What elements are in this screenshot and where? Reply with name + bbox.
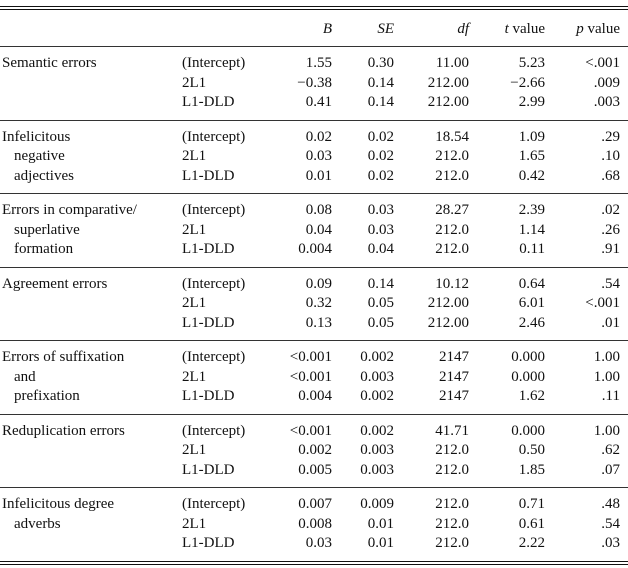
predictor-cell: (Intercept): [182, 128, 246, 145]
measure-label: [0, 120, 180, 147]
df-cell: 10.12: [435, 275, 469, 292]
predictor-cell: 2L1: [182, 515, 207, 532]
predictor-cell: (Intercept): [182, 422, 246, 439]
p-value-cell: .68: [601, 167, 620, 184]
table-row: [0, 314, 628, 341]
table-row: [0, 240, 628, 267]
header-measure: [0, 12, 180, 47]
df-cell: 212.0: [435, 496, 469, 512]
table-row: [0, 414, 628, 441]
header-t-value: t value: [504, 21, 545, 37]
t-value-cell: 1.14: [518, 221, 545, 238]
measure-group: [0, 194, 628, 268]
p-value-cell: 1.00: [593, 422, 620, 439]
b-cell: 0.005: [298, 461, 332, 478]
table-row: [0, 294, 628, 314]
t-value-cell: 2.39: [518, 202, 545, 218]
p-value-cell: .26: [601, 221, 620, 238]
measure-label-line: and: [14, 368, 36, 385]
top-rule-inner: [0, 9, 628, 10]
b-cell: <0.001: [289, 349, 332, 365]
df-cell: 212.00: [427, 295, 469, 311]
t-value-cell: 0.42: [518, 167, 545, 184]
table-row: [0, 221, 628, 241]
header-p-value: p value: [576, 21, 620, 37]
predictor-cell: (Intercept): [182, 275, 246, 292]
measure-label: [0, 267, 180, 294]
se-cell: 0.04: [367, 241, 394, 257]
se-cell: 0.002: [360, 422, 394, 439]
predictor-cell: (Intercept): [182, 496, 246, 512]
p-value-cell: .07: [601, 461, 620, 478]
table-row: [0, 267, 628, 294]
t-value-cell: 1.85: [518, 461, 545, 478]
b-cell: 0.08: [305, 202, 332, 218]
t-value-cell: 2.99: [518, 94, 545, 110]
measure-label: [0, 534, 180, 561]
t-value-cell: 5.23: [518, 55, 545, 71]
measure-label-line: superlative: [14, 221, 80, 238]
t-value-cell: 0.000: [511, 349, 545, 365]
df-cell: 2147: [439, 368, 469, 385]
df-cell: 212.0: [435, 241, 469, 257]
p-value-cell: .54: [601, 275, 620, 292]
se-cell: 0.05: [367, 314, 394, 331]
t-value-cell: 1.65: [518, 148, 545, 164]
p-value-cell: .62: [601, 442, 620, 458]
table-row: [0, 461, 628, 488]
t-value-cell: 0.000: [511, 422, 545, 439]
measure-label: [0, 314, 180, 341]
predictor-cell: L1-DLD: [182, 314, 235, 331]
predictor-cell: 2L1: [182, 74, 207, 91]
header-predictor: [180, 12, 280, 47]
b-cell: 0.007: [298, 496, 332, 512]
p-value-cell: .10: [601, 148, 620, 164]
measure-label: [0, 461, 180, 488]
se-cell: 0.03: [367, 221, 394, 238]
predictor-cell: 2L1: [182, 295, 207, 311]
table-row: [0, 147, 628, 167]
measure-group: [0, 47, 628, 121]
b-cell: <0.001: [289, 422, 332, 439]
table-row: [0, 368, 628, 388]
table-row: [0, 488, 628, 515]
b-cell: 0.004: [298, 388, 332, 404]
measure-label: [0, 221, 180, 241]
b-cell: 0.02: [305, 128, 332, 145]
measure-label: [0, 167, 180, 194]
p-value-cell: .91: [601, 241, 620, 257]
measure-label-line: negative: [14, 148, 65, 164]
measure-label: [0, 147, 180, 167]
p-value-cell: .54: [601, 515, 620, 532]
t-value-cell: 0.64: [518, 275, 545, 292]
t-value-cell: 1.09: [518, 128, 545, 145]
table-row: [0, 534, 628, 561]
se-cell: 0.009: [360, 496, 394, 512]
measure-label: [0, 341, 180, 368]
b-cell: 0.13: [305, 314, 332, 331]
b-cell: 1.55: [305, 55, 332, 71]
measure-label-line: prefixation: [14, 388, 80, 404]
df-cell: 212.0: [435, 167, 469, 184]
df-cell: 41.71: [435, 422, 469, 439]
predictor-cell: (Intercept): [182, 55, 246, 71]
b-cell: −0.38: [297, 74, 332, 91]
p-value-cell: .03: [601, 535, 620, 551]
p-value-cell: .01: [601, 314, 620, 331]
se-cell: 0.01: [367, 515, 394, 532]
t-value-cell: 1.62: [518, 388, 545, 404]
measure-group: [0, 267, 628, 341]
table-row: [0, 341, 628, 368]
df-cell: 18.54: [435, 128, 469, 145]
b-cell: 0.004: [298, 241, 332, 257]
predictor-cell: (Intercept): [182, 202, 246, 218]
se-cell: 0.003: [360, 461, 394, 478]
se-cell: 0.01: [367, 535, 394, 551]
measure-group: [0, 341, 628, 415]
p-value-cell: .11: [601, 388, 620, 404]
p-value-cell: <.001: [585, 55, 620, 71]
b-cell: 0.002: [298, 442, 332, 458]
measure-label: [0, 74, 180, 94]
predictor-cell: 2L1: [182, 442, 207, 458]
p-value-cell: .003: [593, 94, 620, 110]
measure-label-line: Agreement errors: [2, 275, 108, 292]
bottom-rule-outer: [0, 564, 628, 565]
se-cell: 0.05: [367, 295, 394, 311]
predictor-cell: L1-DLD: [182, 535, 235, 551]
se-cell: 0.14: [367, 74, 394, 91]
b-cell: 0.32: [305, 295, 332, 311]
b-cell: 0.09: [305, 275, 332, 292]
measure-label-line: adverbs: [14, 515, 61, 532]
t-value-cell: 0.71: [518, 496, 545, 512]
table-row: [0, 47, 628, 74]
b-cell: <0.001: [289, 368, 332, 385]
p-value-cell: .48: [601, 496, 620, 512]
b-cell: 0.03: [305, 535, 332, 551]
measure-label-line: Errors of suffixation: [2, 349, 125, 365]
df-cell: 2147: [439, 388, 469, 404]
bottom-rule-inner: [0, 561, 628, 562]
df-cell: 212.0: [435, 442, 469, 458]
table-row: [0, 515, 628, 535]
b-cell: 0.04: [305, 221, 332, 238]
measure-label: [0, 294, 180, 314]
se-cell: 0.003: [360, 442, 394, 458]
t-value-cell: 6.01: [518, 295, 545, 311]
measure-label: [0, 488, 180, 515]
table-row: [0, 167, 628, 194]
measure-label: [0, 387, 180, 414]
top-rule-outer: [0, 6, 628, 7]
df-cell: 212.0: [435, 461, 469, 478]
predictor-cell: 2L1: [182, 368, 207, 385]
measure-label-line: Errors in comparative/: [2, 202, 137, 218]
measure-label: [0, 414, 180, 441]
df-cell: 212.0: [435, 221, 469, 238]
se-cell: 0.02: [367, 128, 394, 145]
df-cell: 212.0: [435, 148, 469, 164]
measure-label: [0, 368, 180, 388]
df-cell: 11.00: [435, 55, 469, 71]
measure-label-line: Semantic errors: [2, 55, 97, 71]
t-value-cell: 0.50: [518, 442, 545, 458]
df-cell: 2147: [439, 349, 469, 365]
se-cell: 0.14: [367, 275, 394, 292]
header-b: B: [322, 21, 332, 37]
df-cell: 212.00: [427, 94, 469, 110]
predictor-cell: 2L1: [182, 221, 207, 238]
p-value-cell: <.001: [585, 295, 620, 311]
measure-group: [0, 488, 628, 561]
measure-label-line: Infelicitous degree: [2, 496, 115, 512]
table-header: [0, 12, 628, 47]
measure-group: [0, 414, 628, 488]
predictor-cell: L1-DLD: [182, 461, 235, 478]
measure-label-line: Reduplication errors: [2, 422, 125, 439]
table-row: [0, 194, 628, 221]
df-cell: 212.0: [435, 535, 469, 551]
measure-label-line: formation: [14, 241, 74, 257]
table-row: [0, 93, 628, 120]
measure-label: [0, 240, 180, 267]
measure-label: [0, 441, 180, 461]
df-cell: 212.00: [427, 314, 469, 331]
p-value-cell: .29: [601, 128, 620, 145]
se-cell: 0.002: [360, 388, 394, 404]
se-cell: 0.02: [367, 148, 394, 164]
t-value-cell: 2.46: [518, 314, 545, 331]
measure-label-line: adjectives: [14, 167, 74, 184]
p-value-cell: 1.00: [593, 368, 620, 385]
df-cell: 212.00: [427, 74, 469, 91]
measure-label-line: Infelicitous: [2, 128, 71, 145]
predictor-cell: (Intercept): [182, 349, 246, 365]
p-value-cell: 1.00: [593, 349, 620, 365]
p-value-cell: .009: [593, 74, 620, 91]
predictor-cell: L1-DLD: [182, 94, 235, 110]
measure-label: [0, 515, 180, 535]
header-se: SE: [377, 21, 394, 37]
se-cell: 0.003: [360, 368, 394, 385]
t-value-cell: 0.61: [518, 515, 545, 532]
measure-group: [0, 120, 628, 194]
b-cell: 0.01: [305, 167, 332, 184]
measure-label: [0, 93, 180, 120]
se-cell: 0.03: [367, 202, 394, 218]
t-value-cell: 0.11: [519, 241, 545, 257]
se-cell: 0.30: [367, 55, 394, 71]
se-cell: 0.02: [367, 167, 394, 184]
b-cell: 0.008: [298, 515, 332, 532]
df-cell: 212.0: [435, 515, 469, 532]
t-value-cell: −2.66: [510, 74, 545, 91]
t-value-cell: 2.22: [518, 535, 545, 551]
predictor-cell: L1-DLD: [182, 388, 235, 404]
se-cell: 0.14: [367, 94, 394, 110]
measure-label: [0, 194, 180, 221]
t-value-cell: 0.000: [511, 368, 545, 385]
predictor-cell: 2L1: [182, 148, 207, 164]
table-row: [0, 120, 628, 147]
measure-label: [0, 47, 180, 74]
predictor-cell: L1-DLD: [182, 167, 235, 184]
predictor-cell: L1-DLD: [182, 241, 235, 257]
df-cell: 28.27: [435, 202, 469, 218]
se-cell: 0.002: [360, 349, 394, 365]
p-value-cell: .02: [601, 202, 620, 218]
b-cell: 0.03: [305, 148, 332, 164]
b-cell: 0.41: [305, 94, 332, 110]
regression-results-table: [0, 12, 628, 561]
header-df: df: [457, 21, 469, 37]
table-row: [0, 74, 628, 94]
table-row: [0, 387, 628, 414]
table-row: [0, 441, 628, 461]
